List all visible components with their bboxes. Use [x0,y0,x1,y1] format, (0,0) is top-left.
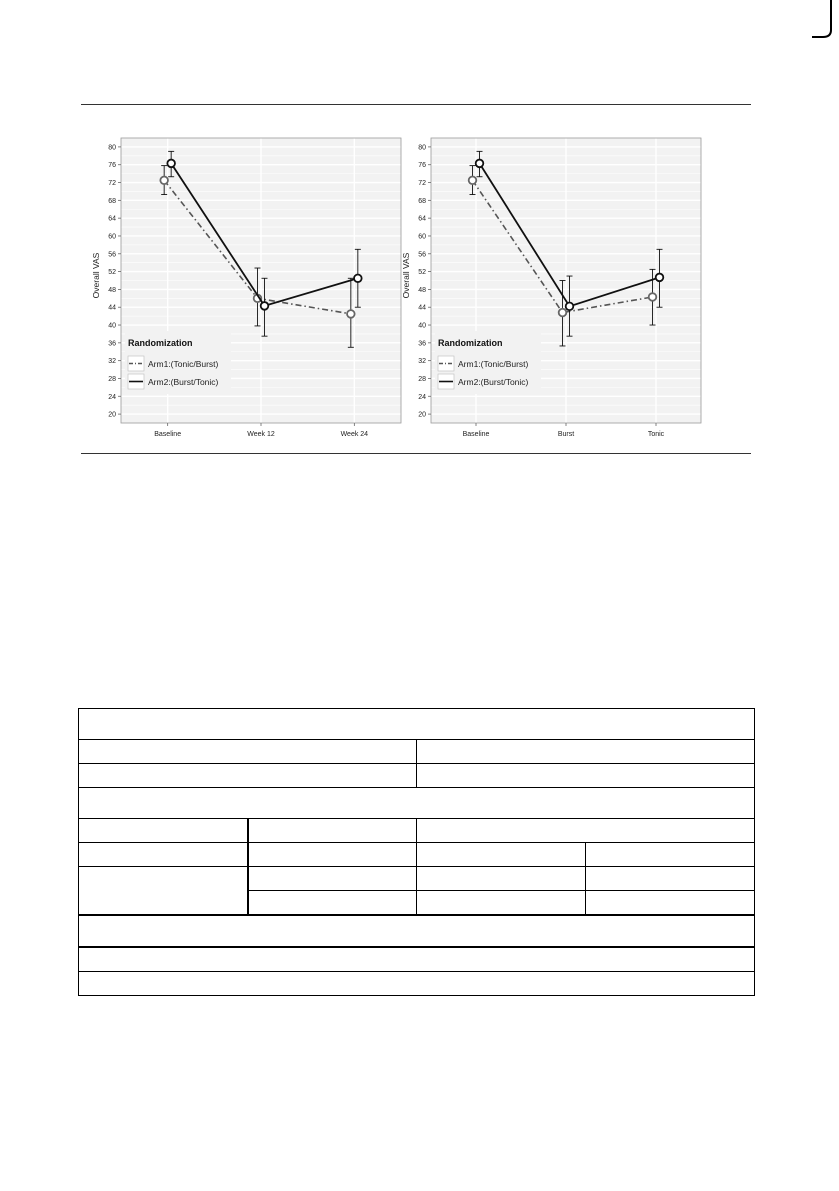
table-cell [248,867,417,891]
table-cell [417,891,586,916]
y-tick-label: 80 [108,144,116,152]
figure-bottom-rule [81,453,751,454]
table-cell [79,867,248,916]
y-tick-label: 44 [418,304,426,312]
table-row [79,947,755,972]
legend-label: Arm1:(Tonic/Burst) [458,359,529,369]
legend-title: Randomization [438,338,503,348]
figure-vas-charts [81,120,751,440]
x-tick-label: Burst [557,431,575,438]
y-axis-label: Overall VAS [91,252,101,299]
y-tick-label: 20 [108,411,116,419]
table-cell [417,764,755,788]
legend-label: Arm2:(Burst/Tonic) [458,377,529,387]
y-tick-label: 40 [108,322,116,330]
y-tick-label: 68 [108,197,116,205]
y-tick-label: 80 [418,144,426,152]
y-tick-label: 32 [418,358,426,366]
y-tick-label: 56 [108,251,116,259]
table-cell [79,947,755,972]
data-point [354,274,362,282]
table-cell [79,843,248,867]
y-tick-label: 76 [418,162,426,170]
table-row [79,788,755,819]
table-cell [586,891,755,916]
y-tick-label: 28 [108,375,116,383]
y-tick-label: 60 [108,233,116,241]
table-cell [79,819,248,843]
table-cell [586,843,755,867]
legend-label: Arm2:(Burst/Tonic) [148,377,219,387]
table-cell [79,972,755,996]
table-row [79,843,755,867]
table-cell [79,740,417,764]
data-point [160,177,168,185]
y-tick-label: 36 [418,340,426,348]
y-axis-label: Overall VAS [401,252,411,299]
y-tick-label: 64 [418,215,426,223]
data-point [656,274,664,282]
data-point [476,160,484,168]
table-cell [79,915,755,947]
y-tick-label: 48 [418,286,426,294]
page-corner-mark [812,0,832,38]
table-cell [79,764,417,788]
y-tick-label: 64 [108,215,116,223]
data-point [469,177,477,185]
x-tick-label: Week 24 [340,431,369,438]
y-tick-label: 68 [418,197,426,205]
table-cell [248,819,417,843]
table-cell [417,843,586,867]
table-cell [417,740,755,764]
chart-panel-week [91,138,401,438]
data-point [347,310,355,318]
table-row [79,867,755,891]
y-tick-label: 24 [108,393,116,401]
table-row [79,740,755,764]
y-tick-label: 20 [418,411,426,419]
chart-panel-stimulation [401,138,701,438]
data-table [78,708,755,996]
x-tick-label: Baseline [462,431,490,438]
y-tick-label: 32 [108,358,116,366]
table-row [79,972,755,996]
data-point [261,302,269,310]
y-tick-label: 76 [108,162,116,170]
x-tick-label: Baseline [154,431,182,438]
table-cell [248,891,417,916]
y-tick-label: 72 [418,180,426,188]
table-row [79,709,755,740]
y-tick-label: 60 [418,233,426,241]
y-tick-label: 56 [418,251,426,259]
table-cell [79,788,755,819]
x-tick-label: Tonic [647,431,665,438]
data-point [167,160,175,168]
table-cell [586,867,755,891]
y-tick-label: 24 [418,393,426,401]
data-point [559,309,567,317]
y-tick-label: 72 [108,180,116,188]
y-tick-label: 28 [418,375,426,383]
y-tick-label: 36 [108,340,116,348]
figure-top-rule [81,104,751,105]
y-tick-label: 48 [108,286,116,294]
table-row [79,764,755,788]
table-row [79,915,755,947]
x-tick-label: Week 12 [247,431,275,438]
legend-label: Arm1:(Tonic/Burst) [148,359,219,369]
y-tick-label: 44 [108,304,116,312]
legend-title: Randomization [128,338,193,348]
table-cell [248,843,417,867]
table-cell [417,867,586,891]
table-cell [417,819,755,843]
data-point [649,293,657,301]
data-point [566,303,574,311]
table-row [79,819,755,843]
table-cell [79,709,755,740]
y-tick-label: 52 [108,269,116,277]
y-tick-label: 40 [418,322,426,330]
y-tick-label: 52 [418,269,426,277]
